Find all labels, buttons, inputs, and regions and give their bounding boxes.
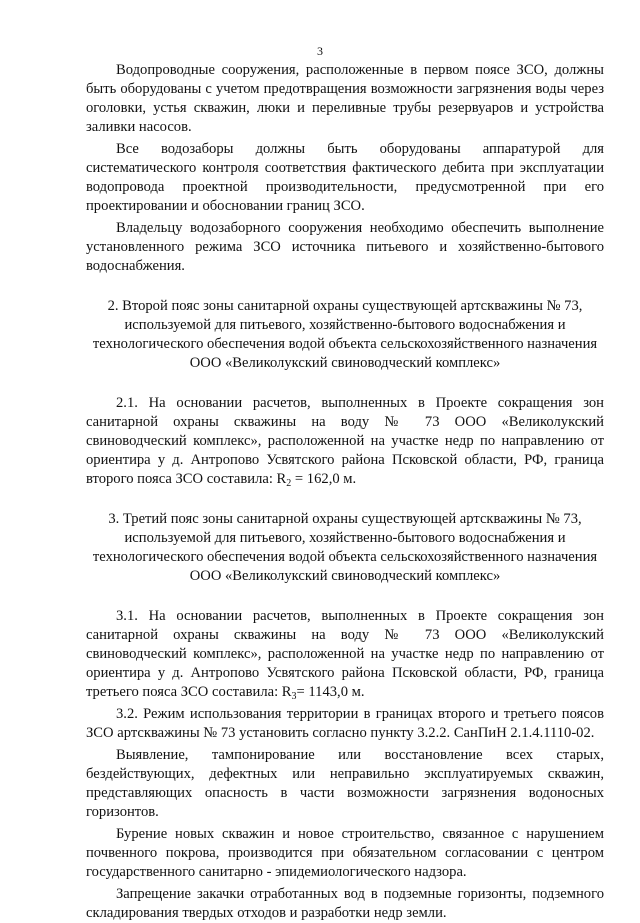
paragraph-3-1 [86,607,604,702]
page-number: 3 [317,44,323,58]
paragraph-2-1-text: 2.1. На основании расчетов, выполненных в Проекте сокращения зон санитарной охраны скважины на воду № 73 ООО «Великолукский свиноводческий комплекс», расположенной на участке недр по направлению от ориентира у д. Антропово Усвятского района Псковской области, РФ, граница второго пояса ЗСО составила: R [86,395,604,487]
paragraph-water-structures: Водопроводные сооружения, расположенные в первом поясе ЗСО, должны быть оборудованы с учетом предотвращения возможности загрязнения воды через оголовки, устья скважин, люки и переливные трубы резервуаров и устройства заливки насосов. [86,62,604,135]
paragraph-2-1-value: = 162,0 м. [291,471,357,487]
paragraph-new-drilling: Бурение новых скважин и новое строительство, связанное с нарушением почвенного покрова, производится при обязательном согласовании с центром государственного санитарно - эпидемиологического надзора. [86,826,604,880]
radius-subscript-2: 2 [286,478,292,489]
section-heading-third-zone: 3. Третий пояс зоны санитарной охраны существующей артскважины № 73, используемой для питьевого, хозяйственно-бытового водоснабжения и технологического обеспечения водой объекта сельскохозяйственного назначения ООО «Великолукский свиноводческий комплекс» [92,511,598,584]
paragraph-3-1-value: = 1143,0 м. [296,684,365,700]
paragraph-3-2: 3.2. Режим использования территории в границах второго и третьего поясов ЗСО артскважины № 73 установить согласно пункту 3.2.2. СанПиН 2.1.4.1110-02. [86,706,604,741]
paragraph-2-1 [86,394,604,489]
paragraph-old-wells: Выявление, тампонирование или восстановление всех старых, бездействующих, дефектных или неправильно эксплуатируемых скважин, представляющих опасность в части возможности загрязнения водоносных горизонтов. [86,747,604,820]
radius-subscript-3: 3 [291,691,297,702]
document-body [86,61,604,923]
section-heading-second-zone: 2. Второй пояс зоны санитарной охраны существующей артскважины № 73, используемой для питьевого, хозяйственно-бытового водоснабжения и технологического обеспечения водой объекта сельскохозяйственного назначения ООО «Великолукский свиноводческий комплекс» [92,298,598,371]
paragraph-intakes-equipment: Все водозаборы должны быть оборудованы аппаратурой для систематического контроля соответствия фактического дебита при эксплуатации водопровода проектной производительности, предусмотренной при его проектировании и обосновании границ ЗСО. [86,141,604,214]
paragraph-3-1-text: 3.1. На основании расчетов, выполненных в Проекте сокращения зон санитарной охраны скважины на воду № 73 ООО «Великолукский свиноводческий комплекс», расположенной на участке недр по направлению от ориентира у д. Антропово Усвятского района Псковской области, РФ, граница третьего пояса ЗСО составила: R [86,608,604,700]
paragraph-owner-obligation: Владельцу водозаборного сооружения необходимо обеспечить выполнение установленного режима ЗСО источника питьевого и хозяйственно-бытового водоснабжения. [86,220,604,274]
paragraph-prohibition: Запрещение закачки отработанных вод в подземные горизонты, подземного складирования твердых отходов и разработки недр земли. [86,886,604,921]
